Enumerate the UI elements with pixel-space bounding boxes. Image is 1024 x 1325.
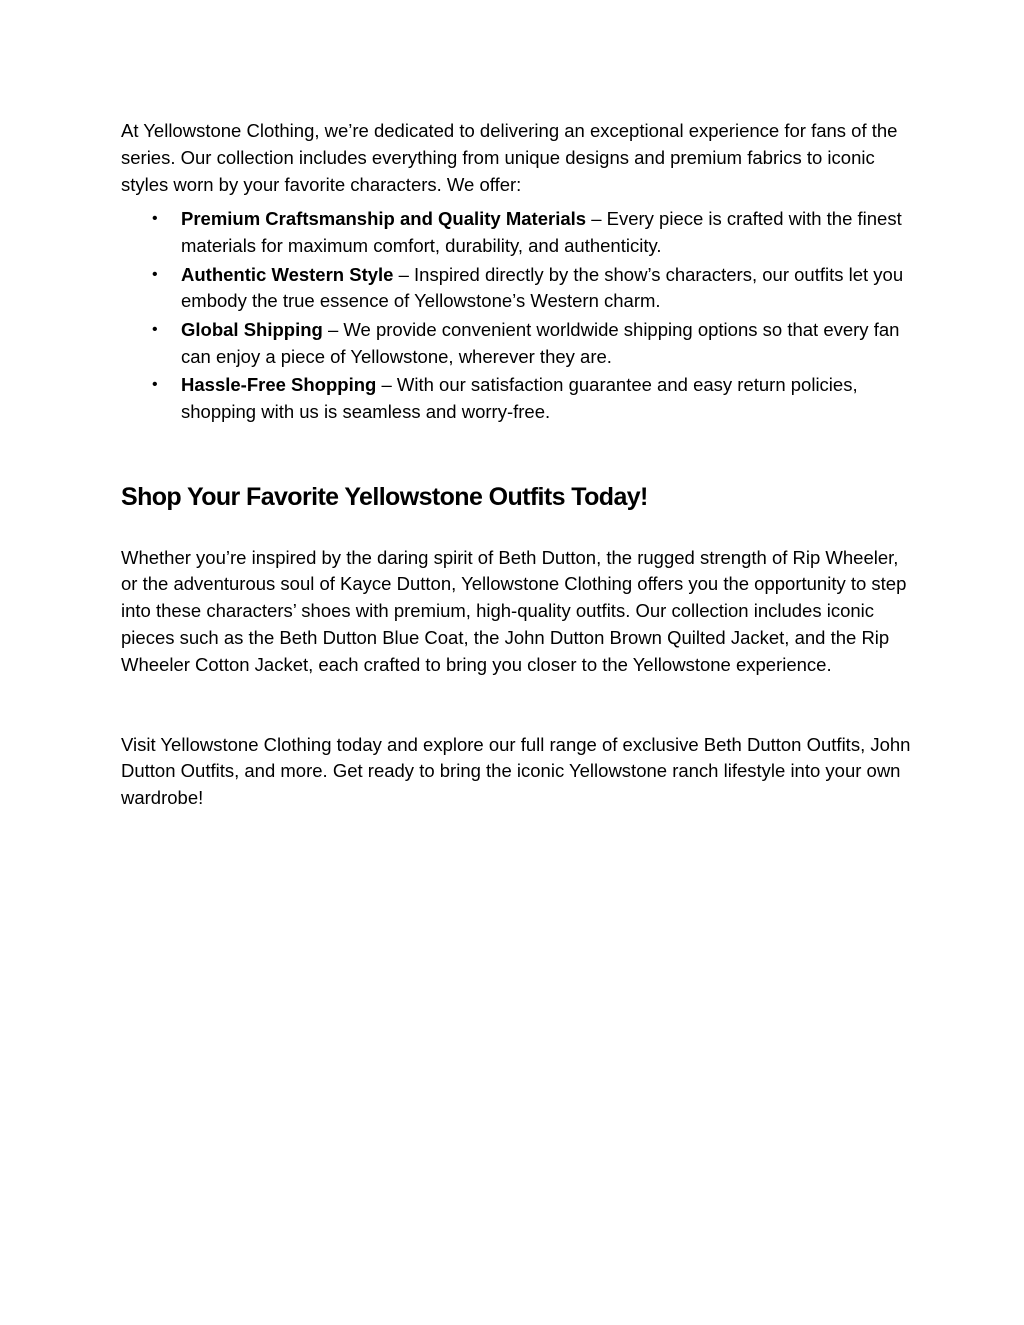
body-paragraph-1: Whether you’re inspired by the daring spirit of Beth Dutton, the rugged strength of Rip Wheeler, or the adventurous soul of Kayce Dutton, Yellowstone Clothing offers you the opportunity to step into these characters’ shoes with premium, high-quality outfits. Our collection includes iconic pieces such as the Beth Dutton Blue Coat, the John Dutton Brown Quilted Jacket, and the Rip Wheeler Cotton Jacket, each crafted to bring you closer to the Yellowstone experience. bbox=[121, 546, 907, 675]
list-item bbox=[121, 206, 911, 260]
feature-text: – With our satisfaction guarantee and easy return policies, shopping with us is seamless and worry-free. bbox=[181, 373, 858, 422]
bullet-icon: • bbox=[152, 320, 158, 338]
feature-title: Authentic Western Style bbox=[181, 263, 394, 285]
feature-text: – We provide convenient worldwide shipping options so that every fan can enjoy a piece of Yellowstone, wherever they are. bbox=[181, 318, 900, 367]
intro-paragraph: At Yellowstone Clothing, we’re dedicated to delivering an exceptional experience for fans of the series. Our collection includes everything from unique designs and premium fabrics to iconic styles worn by your favorite characters. We offer: bbox=[121, 120, 898, 195]
feature-title: Global Shipping bbox=[181, 318, 323, 340]
bullet-icon: • bbox=[152, 375, 158, 393]
bullet-icon: • bbox=[152, 210, 158, 228]
document-page bbox=[121, 118, 911, 812]
feature-title: Hassle-Free Shopping bbox=[181, 373, 377, 395]
list-item bbox=[121, 372, 911, 426]
body-paragraph-2: Visit Yellowstone Clothing today and explore our full range of exclusive Beth Dutton Outfits, John Dutton Outfits, and more. Get ready to bring the iconic Yellowstone ranch lifestyle into your own wardrobe! bbox=[121, 733, 911, 809]
feature-title: Premium Craftsmanship and Quality Materials bbox=[181, 208, 587, 230]
feature-text: – Inspired directly by the show’s characters, our outfits let you embody the true essence of Yellowstone’s Western charm. bbox=[181, 263, 904, 312]
feature-text: – Every piece is crafted with the finest materials for maximum comfort, durability, and authenticity. bbox=[181, 208, 902, 257]
feature-list bbox=[121, 206, 911, 425]
list-item bbox=[121, 317, 911, 371]
bullet-icon: • bbox=[152, 265, 158, 283]
section-heading: Shop Your Favorite Yellowstone Outfits Today! bbox=[121, 482, 648, 511]
list-item bbox=[121, 262, 911, 316]
